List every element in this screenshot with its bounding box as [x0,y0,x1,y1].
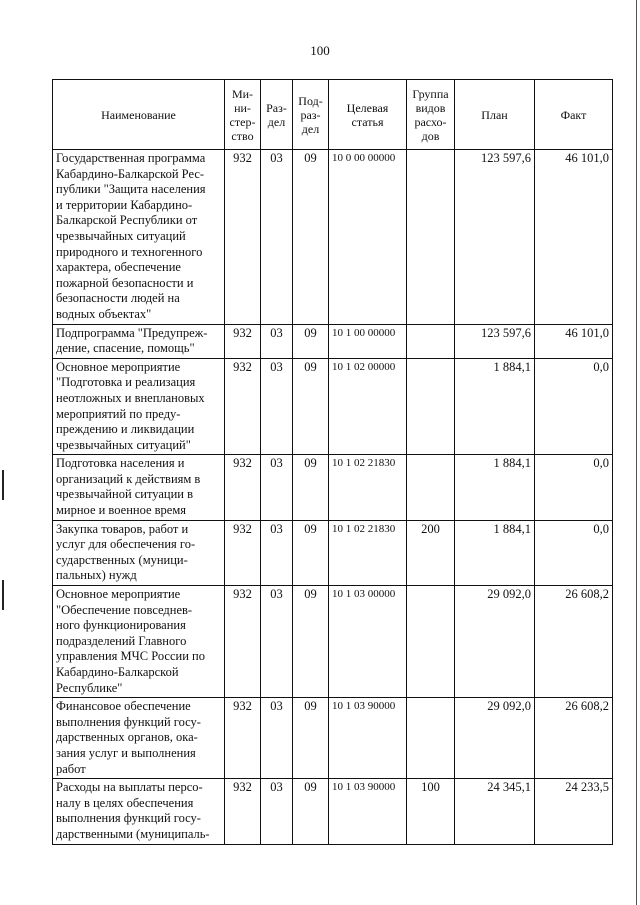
cell-name: Закупка товаров, работ и услуг для обеспечения го- сударственных (муници- пальных) нужд [53,520,225,585]
scan-edge-mark [2,580,4,610]
table-row [53,358,613,455]
header-plan: План [455,80,535,150]
table-row [53,586,613,698]
cell-plan: 1 884,1 [455,455,535,520]
cell-ministry: 932 [225,586,261,698]
cell-name: Подготовка населения и организаций к действиям в чрезвычайной ситуации в мирное и военное время [53,455,225,520]
cell-plan: 1 884,1 [455,358,535,455]
cell-ministry: 932 [225,150,261,325]
cell-section: 03 [261,150,293,325]
cell-subsection: 09 [293,455,329,520]
cell-name: Расходы на выплаты персо- налу в целях обеспечения выполнения функций госу- дарственными (муниципаль- [53,779,225,844]
page-number: 100 [310,43,330,58]
header-name: Наименование [53,80,225,150]
cell-subsection: 09 [293,150,329,325]
cell-target: 10 0 00 00000 [329,150,407,325]
cell-plan: 123 597,6 [455,150,535,325]
cell-ministry: 932 [225,358,261,455]
cell-section: 03 [261,698,293,779]
cell-subsection: 09 [293,698,329,779]
cell-group [407,698,455,779]
cell-name: Основное мероприятие "Обеспечение повседнев- ного функционирования подразделений Главного управления МЧС России по Кабардино-Балкарской Республике" [53,586,225,698]
cell-plan: 24 345,1 [455,779,535,844]
cell-plan: 29 092,0 [455,698,535,779]
cell-ministry: 932 [225,455,261,520]
cell-target: 10 1 03 90000 [329,698,407,779]
cell-group: 200 [407,520,455,585]
cell-group [407,358,455,455]
cell-name: Основное мероприятие "Подготовка и реализация неотложных и внеплановых мероприятий по преду- преждению и ликвидации чрезвычайных ситуаций" [53,358,225,455]
cell-section: 03 [261,324,293,358]
cell-fact: 26 608,2 [535,698,613,779]
cell-group [407,150,455,325]
cell-fact: 0,0 [535,520,613,585]
cell-target: 10 1 03 00000 [329,586,407,698]
table-header-row [53,80,613,150]
cell-fact: 0,0 [535,455,613,520]
cell-group: 100 [407,779,455,844]
cell-fact: 26 608,2 [535,586,613,698]
table-row [53,324,613,358]
cell-group [407,586,455,698]
table-row [53,698,613,779]
cell-fact: 46 101,0 [535,150,613,325]
cell-target: 10 1 02 21830 [329,455,407,520]
cell-section: 03 [261,455,293,520]
cell-target: 10 1 00 00000 [329,324,407,358]
cell-ministry: 932 [225,698,261,779]
cell-section: 03 [261,779,293,844]
budget-table [52,79,613,845]
header-expense-group: Группа видов расхо- дов [407,80,455,150]
table-row [53,520,613,585]
cell-name: Государственная программа Кабардино-Балкарской Рес- публики "Защита населения и территории Кабардино- Балкарской Республики от чрезвычайных ситуаций природного и техногенного характера, обеспечение пожарной безопасности и безопасности людей на водных объектах" [53,150,225,325]
cell-subsection: 09 [293,779,329,844]
cell-subsection: 09 [293,586,329,698]
header-section: Раз- дел [261,80,293,150]
cell-ministry: 932 [225,520,261,585]
cell-plan: 29 092,0 [455,586,535,698]
cell-target: 10 1 02 21830 [329,520,407,585]
cell-subsection: 09 [293,520,329,585]
cell-fact: 0,0 [535,358,613,455]
table-row [53,150,613,325]
header-subsection: Под- раз- дел [293,80,329,150]
cell-fact: 24 233,5 [535,779,613,844]
cell-section: 03 [261,586,293,698]
scan-edge-line [636,0,637,905]
cell-name: Подпрограмма "Предупреж- дение, спасение, помощь" [53,324,225,358]
cell-plan: 123 597,6 [455,324,535,358]
cell-group [407,324,455,358]
header-ministry: Ми- ни- стер- ство [225,80,261,150]
cell-target: 10 1 02 00000 [329,358,407,455]
cell-ministry: 932 [225,779,261,844]
header-fact: Факт [535,80,613,150]
table-row [53,455,613,520]
cell-name: Финансовое обеспечение выполнения функций госу- дарственных органов, ока- зания услуг и выполнения работ [53,698,225,779]
cell-ministry: 932 [225,324,261,358]
cell-fact: 46 101,0 [535,324,613,358]
cell-section: 03 [261,358,293,455]
table-row [53,779,613,844]
cell-subsection: 09 [293,324,329,358]
cell-subsection: 09 [293,358,329,455]
cell-section: 03 [261,520,293,585]
cell-plan: 1 884,1 [455,520,535,585]
cell-target: 10 1 03 90000 [329,779,407,844]
header-target-article: Целевая статья [329,80,407,150]
scan-edge-mark [2,470,4,500]
cell-group [407,455,455,520]
